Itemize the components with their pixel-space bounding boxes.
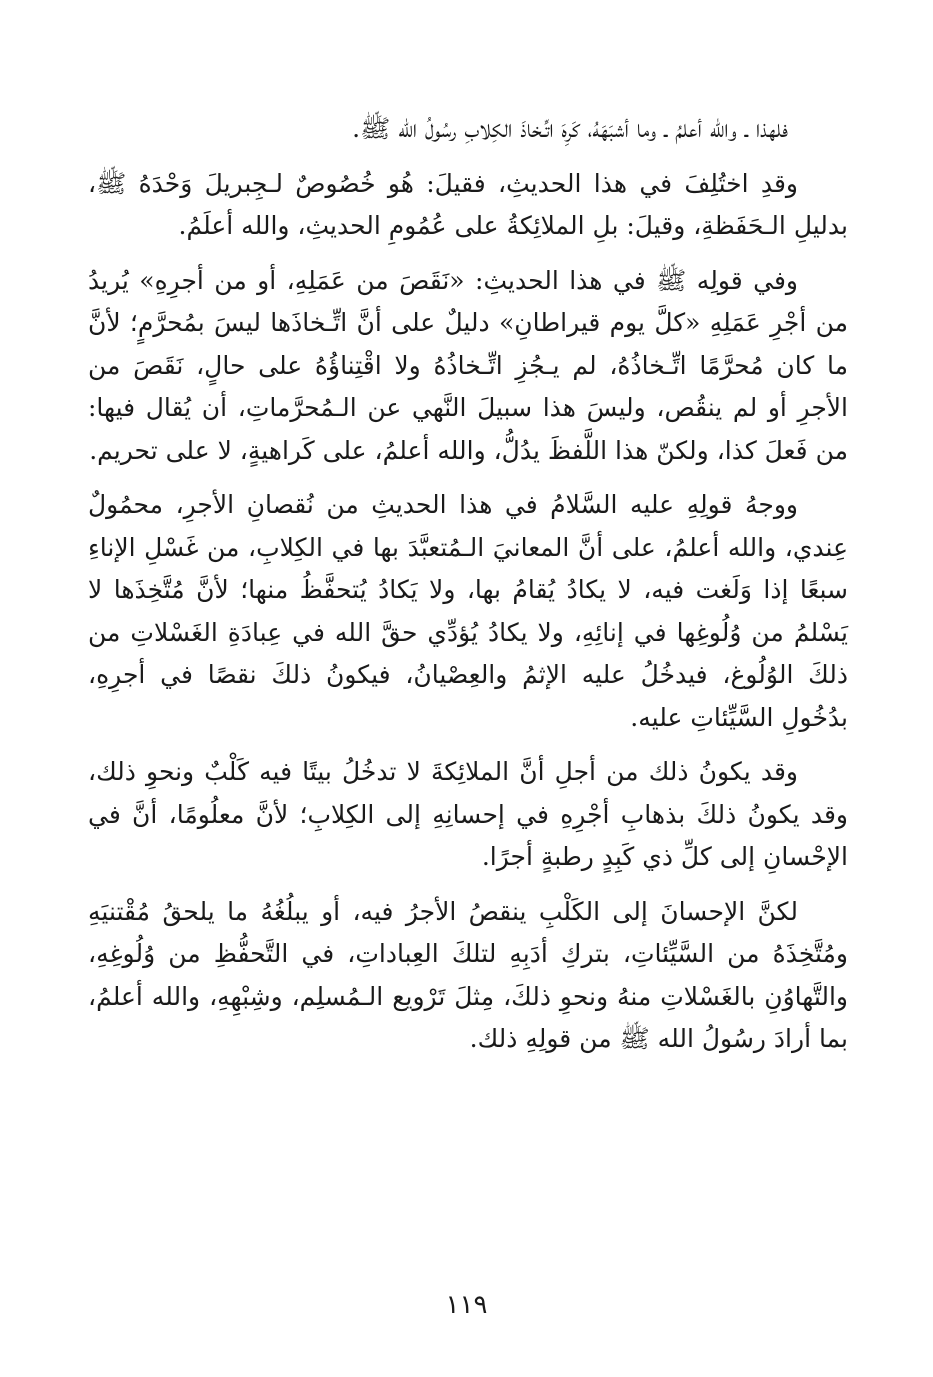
paragraph: وقدِ اختُلِفَ في هذا الحديثِ، فقيلَ: هُو خُصُوصٌ لـجِبريلَ وَحْدَهُ ﷺ، بدليلِ الـحَفَظةِ، وقيلَ: بلِ الملائِكةُ على عُمُومِ الحديثِ، والله أعلَمُ.: [88, 168, 848, 240]
paragraph: وفي قولِه ﷺ في هذا الحديثِ: «نَقَصَ من عَمَلِهِ، أو من أجرِهِ» يُريدُ من أجْرِ عَمَلِهِ «كلَّ يوم قيراطانِ» دليلٌ على أنَّ اتِّـخاذَها ليسَ بمُحرَّمٍ؛ لأنَّ ما كان مُحرَّمًا اتِّـخاذُهُ، لم يـجُزِ اتِّـخاذُهُ ولا اقْتِناؤُهُ على حالٍ، نَقَصَ من الأجرِ أو لم ينقُص، وليسَ هذا سبيلَ النَّهي عن الـمُحرَّماتِ، أن يُقال فيها: من فَعلَ كذا، ولكنّ هذا اللَّفظَ يدُلُّ، والله أعلمُ، على كَراهيةٍ، لا على تحريم.: [88, 265, 848, 465]
page-body: [88, 108, 848, 1073]
page-number: ١١٩: [445, 1290, 488, 1320]
paragraph: لكنَّ الإحسانَ إلى الكَلْبِ ينقصُ الأجرُ فيه، أو يبلُغُهُ ما يلحقُ مُقْتنيَهِ ومُتَّخِذَهُ من السَّيِّئاتِ، بتركِ أدَبِهِ لتلكَ العِباداتِ، في التَّحفُّظِ من وُلُوغِهِ، والتَّهاوُنِ بالغَسْلاتِ منهُ ونحوِ ذلكَ، مِثلَ تَرْويع الـمُسلِم، وشِبْهِهِ، والله أعلمُ، بما أرادَ رسُولُ الله ﷺ من قولِهِ ذلك.: [88, 896, 848, 1053]
paragraph: وقد يكونُ ذلك من أجلِ أنَّ الملائِكةَ لا تدخُلُ بيتًا فيه كَلْبٌ ونحوِ ذلك، وقد يكونُ ذلكَ بذهابِ أجْرِهِ في إحسانِهِ إلى الكِلابِ؛ لأنَّ معلُومًا، أنَّ في الإحْسانِ إلى كلِّ ذي كَبِدٍ رطبةٍ أجرًا.: [88, 757, 848, 871]
paragraph: ووجهُ قولِهِ عليه السَّلامُ في هذا الحديثِ من نُقصانِ الأجرِ، محمُولٌ عِندي، والله أعلمُ، على أنَّ المعانيَ الـمُتعبَّدَ بها في الكِلابِ، من غَسْلِ الإناءِ سبعًا إذا وَلَغت فيه، لا يكادُ يُقامُ بها، ولا يَكادُ يُتحفَّظُ منها؛ لأنَّ مُتَّخِذَها لا يَسْلمُ من وُلُوغِها في إنائِهِ، ولا يكادُ يُؤدِّي حقَّ الله في عِبادَةِ الغَسْلاتِ من ذلكَ الوُلُوغ، فيدخُلُ عليه الإثمُ والعِصْيانُ، فيكونُ ذلكَ نقصًا في أجرِهِ، بدُخُولِ السَّيِّئاتِ عليه.: [88, 490, 848, 732]
paragraph: فلهذا ـ والله أعلمُ ـ وما أشبَهَهُ، كَرِهَ اتِّـخاذَ الكِلابِ رسُولُ الله ﷺ.: [352, 114, 788, 143]
